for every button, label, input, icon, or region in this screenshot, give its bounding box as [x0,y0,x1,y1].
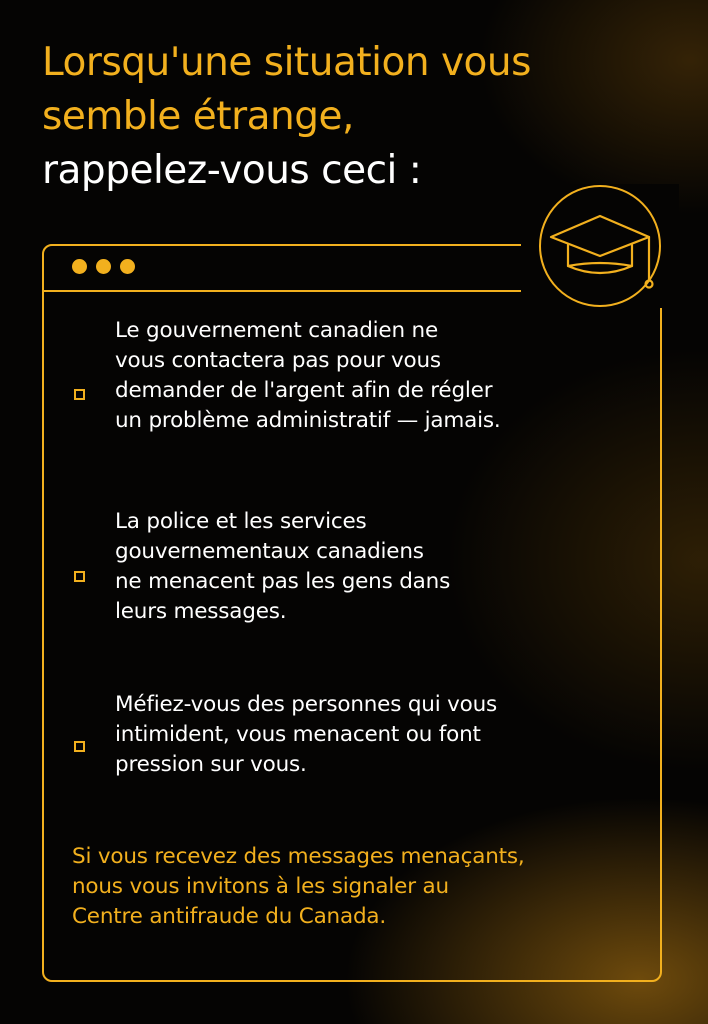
tip-line: La police et les services [115,509,367,534]
tip-line: ne menacent pas les gens dans [115,569,451,594]
graduation-cap-badge [521,184,679,308]
checkbox-icon [74,571,85,582]
tip-item-text [115,316,501,436]
window-dot [72,259,87,274]
tip-line: pression sur vous. [115,752,307,777]
tip-line: Le gouvernement canadien ne [115,318,438,343]
checkbox-icon [74,741,85,752]
checkbox-icon [74,389,85,400]
headline-line-3: rappelez-vous ceci : [42,148,422,193]
footer-line: Centre antifraude du Canada. [72,904,387,929]
browser-window-frame [42,244,662,982]
tip-line: leurs messages. [115,599,287,624]
window-dot [96,259,111,274]
headline [42,36,682,198]
footer-line: nous vous invitons à les signaler au [72,874,449,899]
tip-item-text [115,690,497,780]
window-dot [120,259,135,274]
headline-line-1: Lorsqu'une situation vous [42,40,531,85]
tip-line: demander de l'argent afin de régler [115,378,493,403]
tip-line: vous contactera pas pour vous [115,348,441,373]
tip-line: gouvernementaux canadiens [115,539,424,564]
tip-line: un problème administratif — jamais. [115,408,501,433]
headline-line-2: semble étrange, [42,94,354,139]
window-dots-icon [72,259,135,274]
tip-line: Méfiez-vous des personnes qui vous [115,692,498,717]
graduation-cap-icon [521,184,679,308]
tip-line: intimident, vous menacent ou font [115,722,481,747]
tip-item-text [115,507,450,627]
footer-line: Si vous recevez des messages menaçants, [72,844,525,869]
footer-note [72,842,525,932]
